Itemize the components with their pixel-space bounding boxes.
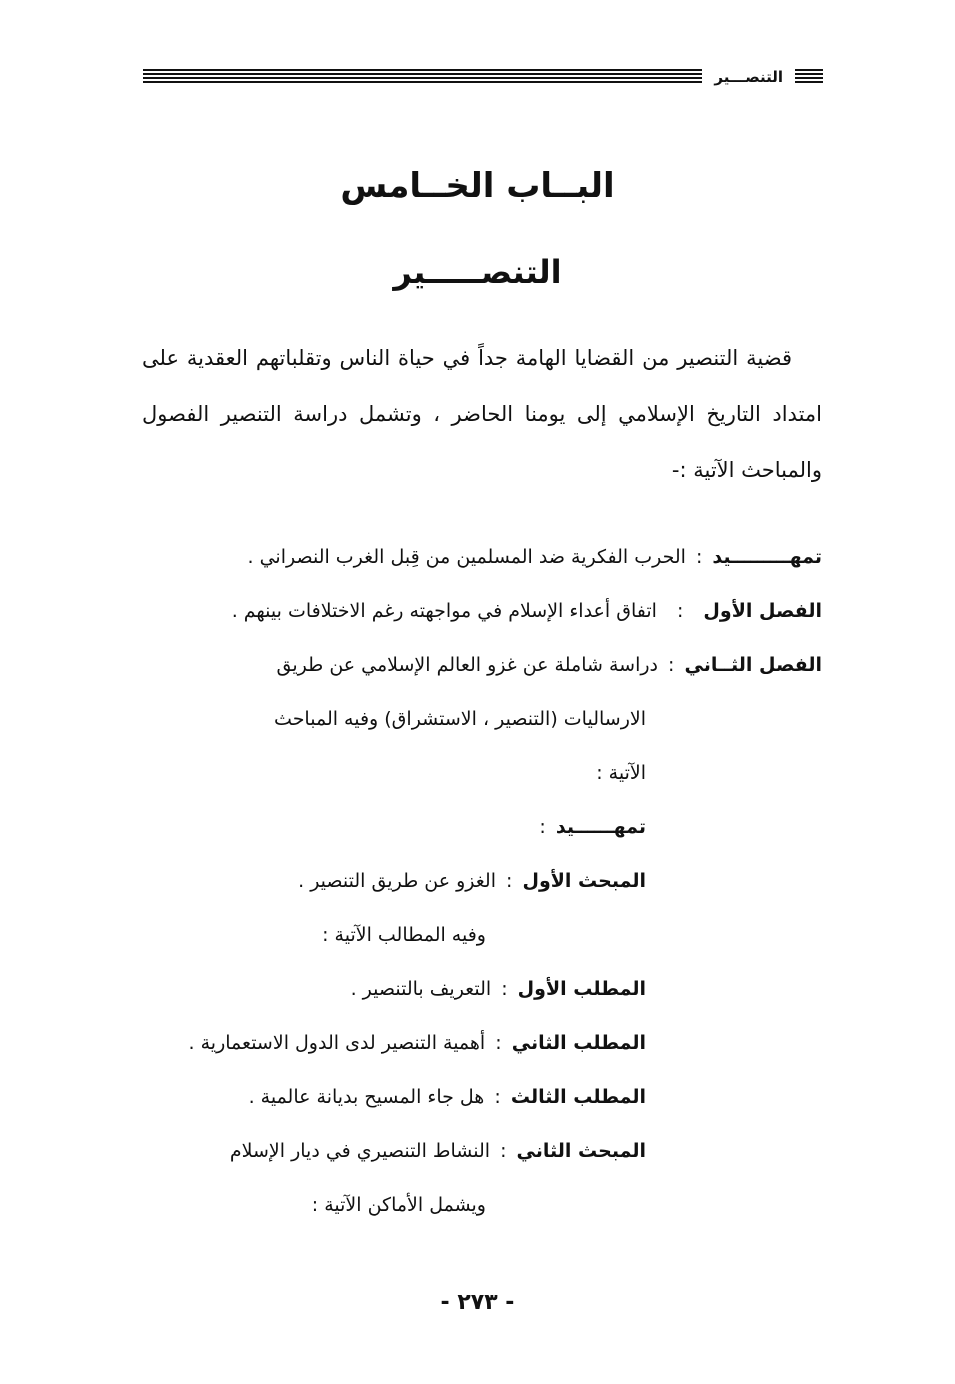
outline-row — [132, 1070, 822, 1124]
outline-separator: : — [695, 546, 703, 568]
outline-row — [132, 584, 822, 638]
outline-text: دراسة شاملة عن غزو العالم الإسلامي عن طريق — [276, 654, 658, 676]
outline-row — [132, 962, 822, 1016]
outline-separator: : — [500, 1140, 507, 1162]
outline-text: أهمية التنصير لدى الدول الاستعمارية . — [188, 1032, 486, 1054]
outline-row — [132, 1178, 822, 1232]
outline-row — [132, 1124, 822, 1178]
outline-separator: : — [506, 870, 513, 892]
chapter-title: البــاب الخــامس — [340, 166, 615, 206]
outline-text: الارساليات (التنصير ، الاستشراق) وفيه المباحث — [274, 708, 646, 730]
intro-paragraph: قضية التنصير من القضايا الهامة جداً في حياة الناس وتقلباتهم العقدية على امتداد التاريخ الإسلامي إلى يومنا الحاضر ، وتشمل دراسة التنصير الفصول والمباحث الآتية :- — [142, 346, 822, 482]
outline-text: هل جاء المسيح بديانة عالمية . — [248, 1086, 485, 1108]
outline-text: الحرب الفكرية ضد المسلمين من قِبل الغرب النصراني . — [247, 546, 686, 568]
outline-separator: : — [539, 816, 546, 838]
outline-separator: : — [501, 978, 508, 1000]
outline-row — [132, 638, 822, 692]
outline-text: الآتية : — [596, 762, 646, 784]
outline-row — [132, 800, 822, 854]
outline-term: المبحث الثاني — [516, 1140, 646, 1162]
page-number: - ٢٧٣ - — [440, 1290, 515, 1315]
outline-term: الفصل الثــاني — [684, 654, 822, 676]
outline-separator: : — [494, 1086, 501, 1108]
outline-term: المبحث الأول — [522, 870, 646, 892]
outline-row — [132, 746, 822, 800]
chapter-subtitle: التنصـــــير — [393, 253, 562, 291]
outline-row — [132, 692, 822, 746]
running-header — [143, 66, 823, 88]
outline-separator: : — [676, 600, 684, 622]
outline-row — [132, 908, 822, 962]
outline-row — [132, 530, 822, 584]
outline-text: التعريف بالتنصير . — [350, 978, 492, 1000]
outline-text: وفيه المطالب الآتية : — [322, 924, 486, 946]
outline-term: المطلب الأول — [517, 978, 646, 1000]
outline-separator: : — [495, 1032, 502, 1054]
outline-separator: : — [668, 654, 675, 676]
outline-text: ويشمل الأماكن الآتية : — [311, 1194, 486, 1216]
outline-term: المطلب الثاني — [511, 1032, 646, 1054]
outline-row — [132, 1016, 822, 1070]
header-label: التنصـــير — [714, 68, 783, 86]
outline-term: تمهــــــيد — [555, 816, 646, 838]
outline-term: تمهـــــــــيد — [712, 546, 822, 568]
outline-term: الفصل الأول — [703, 600, 822, 622]
outline-text: النشاط التنصيري في ديار الإسلام — [229, 1140, 491, 1162]
outline-term: المطلب الثالث — [510, 1086, 646, 1108]
header-rule-left — [143, 69, 702, 85]
outline-text: الغزو عن طريق التنصير . — [298, 870, 496, 892]
header-rule-right — [795, 69, 823, 85]
outline-list — [132, 530, 822, 1232]
outline-row — [132, 854, 822, 908]
outline-text: اتفاق أعداء الإسلام في مواجهته رغم الاختلافات بينهم . — [231, 600, 657, 622]
